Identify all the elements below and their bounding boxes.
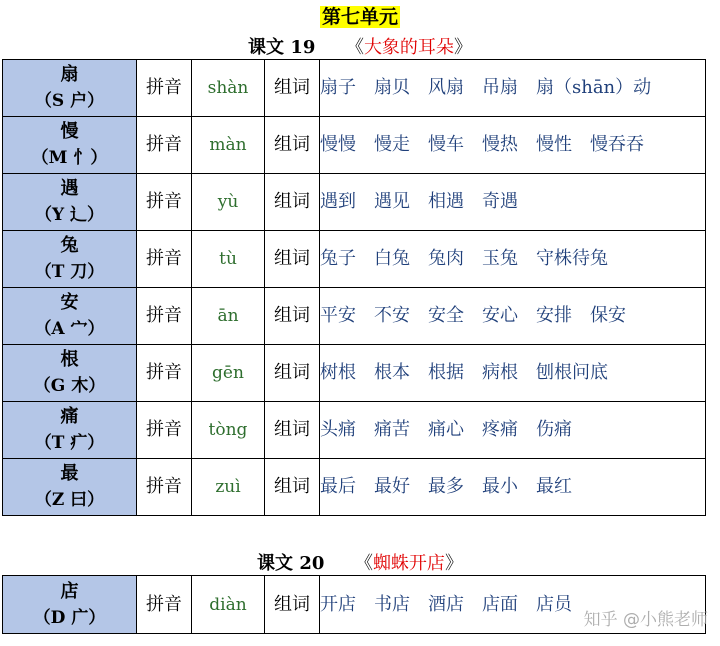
lesson-name: 大象的耳朵 xyxy=(363,37,454,58)
pinyin-label: 拼音 xyxy=(137,345,192,402)
words-cell: 头痛 痛苦 痛心 疼痛 伤痛 xyxy=(320,402,706,459)
pinyin-cell: tòng xyxy=(192,402,265,459)
words-cell: 遇到 遇见 相遇 奇遇 xyxy=(320,174,706,231)
word-label: 组词 xyxy=(265,174,320,231)
pinyin-label: 拼音 xyxy=(137,459,192,516)
table-row xyxy=(3,60,706,117)
words-cell: 扇子 扇贝 风扇 吊扇 扇（shān）动 xyxy=(320,60,706,117)
unit-title xyxy=(0,2,720,29)
lesson-label: 课文 19 xyxy=(248,37,316,58)
pinyin-cell: màn xyxy=(192,117,265,174)
word-label: 组词 xyxy=(265,402,320,459)
lesson-20-title: 课文 20 《蜘蛛开店》 xyxy=(257,553,463,574)
pinyin-label: 拼音 xyxy=(137,231,192,288)
table-row xyxy=(3,117,706,174)
word-label: 组词 xyxy=(265,345,320,402)
pinyin-label: 拼音 xyxy=(137,60,192,117)
pinyin-label: 拼音 xyxy=(137,576,192,634)
pinyin-label: 拼音 xyxy=(137,288,192,345)
pinyin-label: 拼音 xyxy=(137,174,192,231)
table-row xyxy=(3,288,706,345)
table-row xyxy=(3,402,706,459)
character-cell: 根 （G 木） xyxy=(3,345,137,402)
character-cell: 安 （A 宀） xyxy=(3,288,137,345)
table-row xyxy=(3,231,706,288)
pinyin-cell: zuì xyxy=(192,459,265,516)
word-label: 组词 xyxy=(265,231,320,288)
word-label: 组词 xyxy=(265,117,320,174)
table-row xyxy=(3,345,706,402)
character-cell: 慢 （M 忄） xyxy=(3,117,137,174)
pinyin-cell: diàn xyxy=(192,576,265,634)
words-cell: 最后 最好 最多 最小 最红 xyxy=(320,459,706,516)
pinyin-cell: yù xyxy=(192,174,265,231)
pinyin-label: 拼音 xyxy=(137,402,192,459)
pinyin-label: 拼音 xyxy=(137,117,192,174)
words-cell: 树根 根本 根据 病根 刨根问底 xyxy=(320,345,706,402)
words-cell: 兔子 白兔 兔肉 玉兔 守株待兔 xyxy=(320,231,706,288)
pinyin-cell: tù xyxy=(192,231,265,288)
words-cell: 平安 不安 安全 安心 安排 保安 xyxy=(320,288,706,345)
table-row xyxy=(3,459,706,516)
character-cell: 扇 （S 户） xyxy=(3,60,137,117)
unit-title-text: 第七单元 xyxy=(321,6,398,28)
word-label: 组词 xyxy=(265,576,320,634)
words-cell: 慢慢 慢走 慢车 慢热 慢性 慢吞吞 xyxy=(320,117,706,174)
word-label: 组词 xyxy=(265,459,320,516)
pinyin-cell: ān xyxy=(192,288,265,345)
table-row xyxy=(3,174,706,231)
lesson-label: 课文 20 xyxy=(257,553,325,574)
pinyin-cell: gēn xyxy=(192,345,265,402)
lesson-name: 蜘蛛开店 xyxy=(372,553,445,574)
lesson-19-title: 课文 19 《大象的耳朵》 xyxy=(248,37,472,58)
pinyin-cell: shàn xyxy=(192,60,265,117)
character-cell: 店 （D 广） xyxy=(3,576,137,634)
character-cell: 最 （Z 曰） xyxy=(3,459,137,516)
character-cell: 兔 （T 刀） xyxy=(3,231,137,288)
character-cell: 痛 （T 疒） xyxy=(3,402,137,459)
watermark: 知乎 @小熊老师 xyxy=(583,610,708,630)
lesson-19-table xyxy=(2,59,706,516)
word-label: 组词 xyxy=(265,288,320,345)
word-label: 组词 xyxy=(265,60,320,117)
words-cell: 开店 书店 酒店 店面 店员 xyxy=(320,576,706,634)
character-cell: 遇 （Y 辶） xyxy=(3,174,137,231)
